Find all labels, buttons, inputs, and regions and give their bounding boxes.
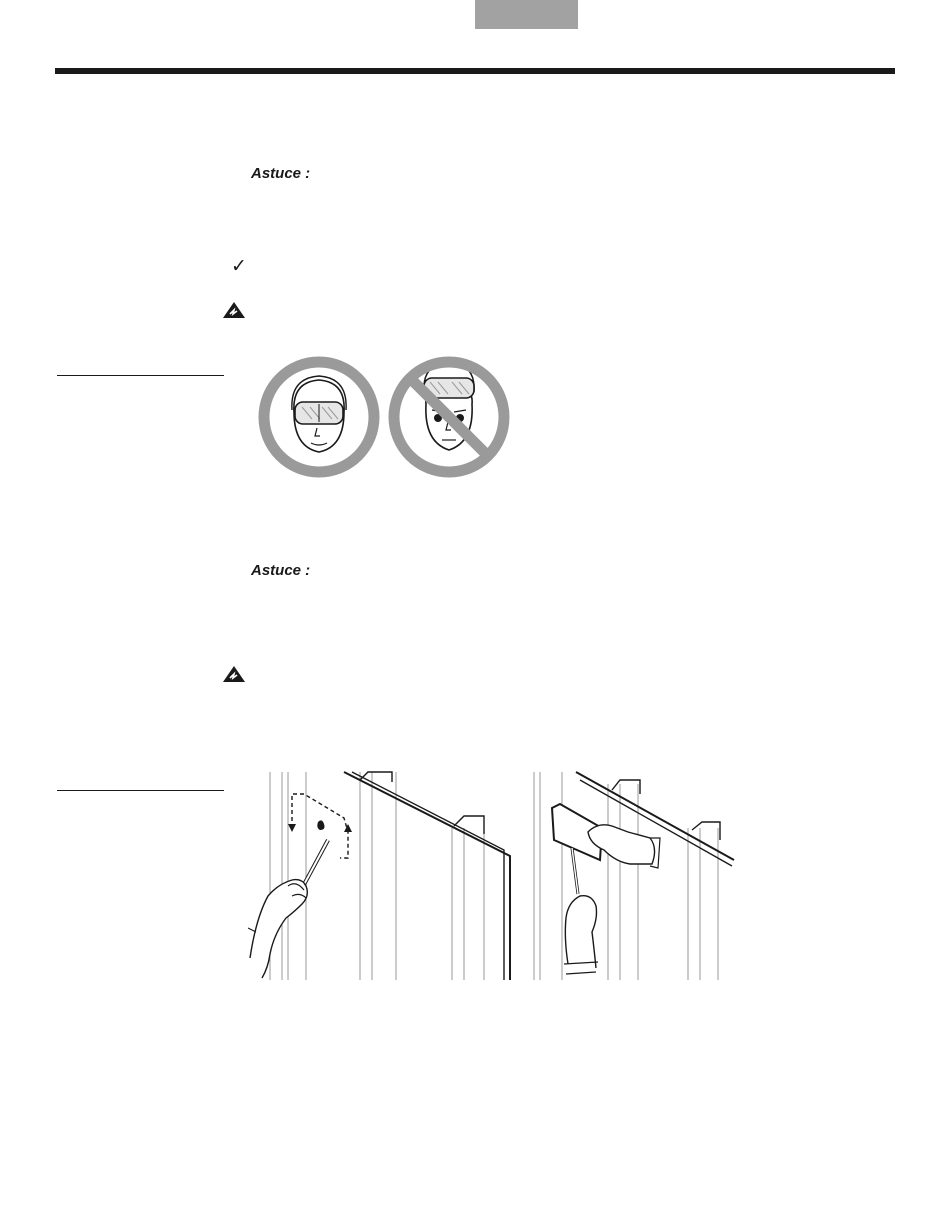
- warning-icon: [222, 665, 246, 683]
- goggles-worn-icon: [264, 362, 374, 472]
- header-rule: [55, 68, 895, 74]
- warning-icon: [222, 301, 246, 319]
- stud-finder-illustration: [248, 772, 510, 980]
- margin-divider: [57, 790, 224, 791]
- checkmark-icon: ✓: [231, 255, 247, 277]
- template-marking-illustration: [534, 772, 734, 980]
- wall-mount-figure: [248, 768, 740, 982]
- tip-label: Astuce :: [251, 562, 311, 579]
- section-tab: [475, 0, 578, 29]
- tip-label: Astuce :: [251, 165, 311, 182]
- goggles-prohibited-icon: [394, 362, 504, 472]
- goggles-figure: [254, 352, 516, 484]
- margin-divider: [57, 375, 224, 376]
